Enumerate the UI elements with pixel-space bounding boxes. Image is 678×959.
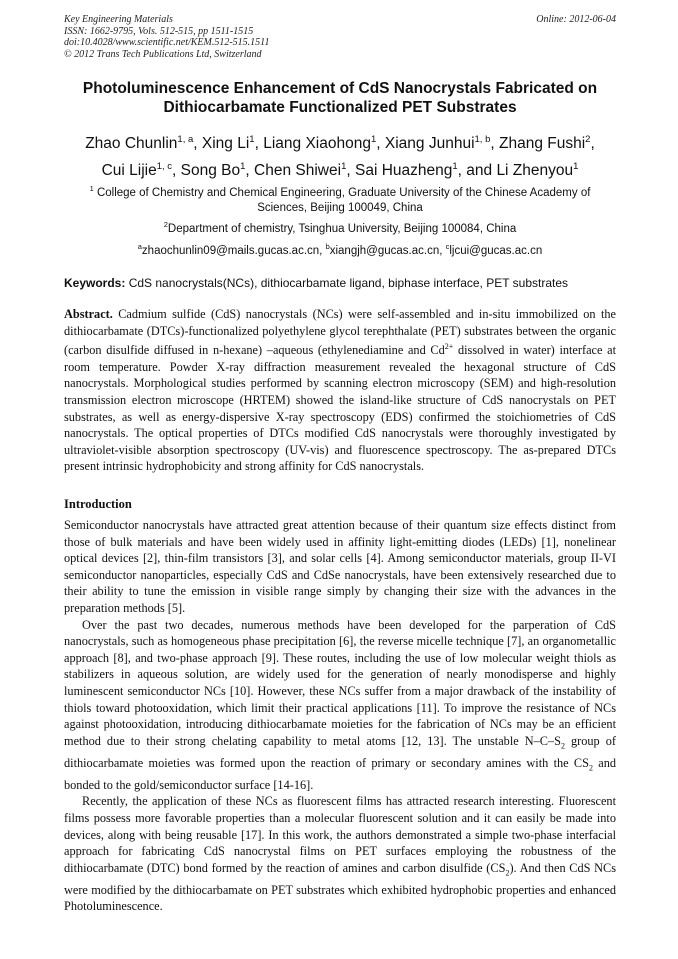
author: Xiang Junhui$^{1, b}$, xyxy=(384,134,499,153)
email-link[interactable]: zhaochunlin09@mails.gucas.ac.cn xyxy=(141,244,320,257)
author: Song Bo$^1$, xyxy=(180,161,255,180)
email-link[interactable]: xiangjh@gucas.ac.cn xyxy=(329,244,440,257)
doi-line: doi:10.4028/www.scientific.net/KEM.512-515.1511 xyxy=(64,37,270,48)
keywords-text: CdS nanocrystals(NCs), dithiocarbamate ligand, biphase interface, PET substrates xyxy=(128,276,569,290)
email-list: $^a$zhaochunlin09@mails.gucas.ac.cn, $^b$xiangjh@gucas.ac.cn, $^c$ljcui@gucas.ac.cn xyxy=(137,242,543,257)
email-link[interactable]: ljcui@gucas.ac.cn xyxy=(449,244,543,257)
abstract-label: Abstract. xyxy=(64,307,113,321)
author: Xing Li$^1$, xyxy=(201,134,264,153)
abstract: Abstract. Cadmium sulfide (CdS) nanocrystals (NCs) were self-assembled and in-situ immobilized on the dithiocarbamate (DTCs)-functionalized polyethylene glycol terephthalate (PET) substrates between the organic (carbon disulfide diffused in n-hexane) –aqueous (ethylenediamine and $Cd^{2+}$ dissolved in water) interface at room temperature. Powder X-ray diffraction measurement revealed the hexagonal structure of CdS nanocrystals. Morphological studies performed by scanning electron microscopy (SEM) and high-resolution transmission electron microscope (HRTEM) showed the island-like structure of CdS nanocrystals on PET substrates, as well as energy-dispersive X-ray spectroscopy (EDS) confirmed the stoichiometries of CdS nanocrystals. The optical properties of DTCs modified CdS nanocrystals were thoroughly investigated by ultraviolet-visible absorption spectroscopy (UV-vis) and fluorescence spectroscopy. The as-prepared DTCs present intrinsic hydrophobicity and strong affinity for CdS nanocrystals. xyxy=(64,307,616,474)
keywords-label: Keywords: xyxy=(64,276,126,290)
affiliation-2: $^2$Department of chemistry, Tsinghua University, Beijing 100084, China xyxy=(163,220,517,235)
journal-header xyxy=(64,14,616,60)
paragraph: Semiconductor nanocrystals have attracted great attention because of their quantum size effects distinct from those of bulk materials and have been widely used in affinity light-emitting diodes (LEDs) [1], nonelinear optical devices [2], thin-film transistors [3], and solar cells [4]. Among semiconductor materials, group II-VI semiconductor nanoparticles, especially CdS and CdSe nanocrystals, have been extensively researched due to their ability to tune the emission in visible range simply by changing their size with the advances in the preparation methods [5]. xyxy=(64,518,616,615)
paragraph: Over the past two decades, numerous methods have been developed for the parperation of CdS nanocrystals, such as homogeneous phase precipitation [6], the reverse micelle technique [7], an organometallic approach [8], and two-phase approach [9]. These routes, including the use of low molecular weight thiols as stabilizers in aqueous solution, are widely used for the generation of nearly monodisperse and highly luminescent semiconductor NCs [10]. However, these NCs suffer from a major drawback of the instability of thiols toward photooxidation, which limit their practical applications [11]. To improve the resistance of NCs against photooxidation, introducing dithiocarbamate moieties for the fabrication of NCs may be an efficient method due to their strong chelating capability to metal atoms [12, 13]. The unstable $N-C-S_2$ group of dithiocarbamate moieties was formed upon the reaction of primary or secondary amines with the $CS_2$ and bonded to the gold/semiconductor surface [14-16]. xyxy=(64,617,616,792)
copyright-line: © 2012 Trans Tech Publications Ltd, Switzerland xyxy=(64,48,262,60)
journal-name: Key Engineering Materials xyxy=(64,14,173,25)
paper-title xyxy=(64,79,616,117)
introduction-body xyxy=(64,517,616,915)
author: Chen Shiwei$^1$, xyxy=(254,161,355,180)
author: Sai Huazheng$^1$, and xyxy=(354,161,497,180)
paragraph: Recently, the application of these NCs as fluorescent films has attracted research interesting. Fluorescent films possess more favorable properties than a molecular fluorescent solution and it can easily be made into devices, along with being reusable [17]. In this work, the authors demonstrated a simple two-phase interfacial approach for fabricating CdS nanocrystal films on PET surfaces employing the robustness of the dithiocarbamate (DTC) bond formed by the reaction of amines and carbon disulfide $(CS_2)$. And then CdS NCs were modified by the dithiocarbamate on PET substrates which exhibited hydrophobic properties and enhanced Photoluminescence. xyxy=(64,794,616,914)
issn-line: ISSN: 1662-9795, Vols. 512-515, pp 1511-1515 xyxy=(64,25,254,37)
online-date: Online: 2012-06-04 xyxy=(536,14,616,25)
author-list xyxy=(64,128,616,182)
author: Zhao Chunlin$^{1, a}$, xyxy=(85,134,202,153)
title-line-1: Photoluminescence Enhancement of CdS Nanocrystals Fabricated on xyxy=(82,80,598,97)
section-heading-introduction: Introduction xyxy=(64,497,132,511)
author: Li Zhenyou$^1$ xyxy=(496,161,579,180)
author: Liang Xiaohong$^1$, xyxy=(263,134,385,153)
author: Cui Lijie$^{1, c}$, xyxy=(101,161,181,180)
keywords xyxy=(64,276,616,291)
affiliation-1: $^1$ College of Chemistry and Chemical Engineering, Graduate University of the Chinese Academy of Sciences, Beijing 100049, China xyxy=(89,184,591,214)
author: Zhang Fushi$^2$, xyxy=(499,134,595,153)
title-line-2: Dithiocarbamate Functionalized PET Substrates xyxy=(163,99,517,116)
